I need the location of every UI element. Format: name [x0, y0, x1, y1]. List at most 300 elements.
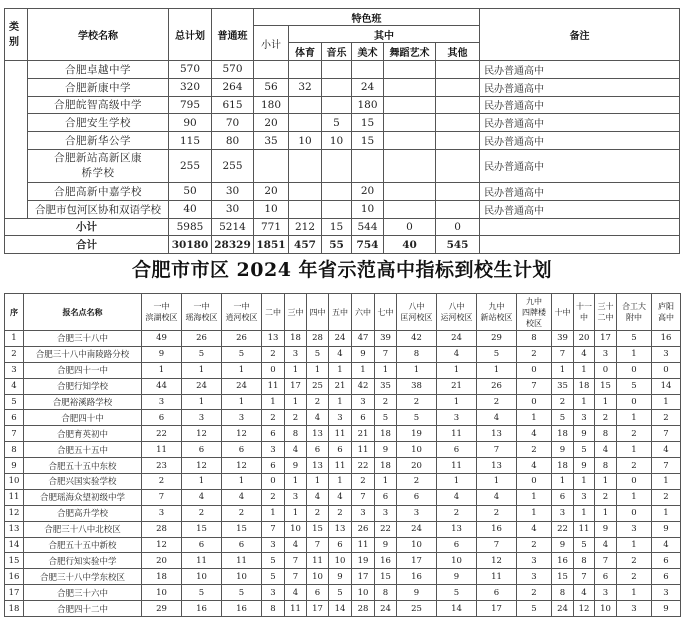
quota-cell: 11 — [182, 553, 222, 569]
quota-cell: 9 — [285, 458, 307, 474]
quota-cell: 2 — [617, 569, 652, 585]
quota-cell: 6 — [652, 553, 681, 569]
header-col-4: 一中 逍河校区 — [222, 294, 262, 331]
table-row — [5, 78, 680, 96]
art: 754 — [352, 236, 384, 254]
table-row — [5, 394, 681, 410]
total-plan: 255 — [169, 149, 212, 182]
pe: 32 — [289, 78, 322, 96]
row-index: 1 — [5, 331, 24, 347]
quota-cell: 4 — [329, 489, 352, 505]
table-row — [5, 505, 681, 521]
quota-cell: 5 — [222, 346, 262, 362]
row-index: 8 — [5, 442, 24, 458]
quota-cell: 3 — [329, 410, 352, 426]
quota-cell: 5 — [552, 410, 574, 426]
regular-class: 5214 — [212, 218, 254, 236]
quota-cell: 3 — [397, 505, 437, 521]
quota-cell: 1 — [222, 362, 262, 378]
quota-cell: 3 — [285, 489, 307, 505]
pe: 212 — [289, 218, 322, 236]
quota-cell: 1 — [329, 474, 352, 490]
quota-cell: 13 — [477, 458, 517, 474]
quota-cell: 21 — [329, 378, 352, 394]
quota-cell: 1 — [617, 410, 652, 426]
quota-cell: 7 — [595, 553, 617, 569]
quota-cell: 2 — [142, 474, 182, 490]
quota-cell: 0 — [517, 394, 552, 410]
quota-cell: 5 — [397, 410, 437, 426]
header-art: 美术 — [352, 43, 384, 61]
quota-cell: 0 — [517, 362, 552, 378]
music — [322, 61, 352, 79]
quota-cell: 13 — [307, 458, 329, 474]
quota-cell: 7 — [262, 521, 285, 537]
table-row — [5, 521, 681, 537]
quota-cell: 4 — [437, 346, 477, 362]
registration-site-name: 合肥兴国实验学校 — [24, 474, 142, 490]
quota-cell: 4 — [574, 346, 595, 362]
quota-cell: 35 — [375, 378, 397, 394]
header-pe: 体育 — [289, 43, 322, 61]
quota-cell: 8 — [375, 585, 397, 601]
table-row — [5, 114, 680, 132]
quota-cell: 9 — [352, 346, 375, 362]
school-name: 合肥新康中学 — [28, 78, 169, 96]
pe: 10 — [289, 132, 322, 150]
quota-cell: 12 — [477, 553, 517, 569]
quota-cell: 1 — [552, 474, 574, 490]
row-index: 4 — [5, 378, 24, 394]
dance-art: 40 — [384, 236, 436, 254]
registration-site-name: 合肥三十八中北校区 — [24, 521, 142, 537]
quota-cell: 1 — [652, 474, 681, 490]
header-col-17: 三十 二中 — [595, 294, 617, 331]
quota-cell: 1 — [517, 505, 552, 521]
quota-cell: 10 — [285, 521, 307, 537]
quota-cell: 42 — [352, 378, 375, 394]
quota-cell: 5 — [262, 569, 285, 585]
quota-cell: 1 — [329, 362, 352, 378]
remark: 民办普通高中 — [480, 114, 680, 132]
quota-cell: 11 — [262, 378, 285, 394]
quota-cell: 7 — [285, 569, 307, 585]
quota-cell: 1 — [652, 505, 681, 521]
quota-cell: 9 — [552, 442, 574, 458]
quota-cell: 12 — [574, 601, 595, 617]
total-plan: 795 — [169, 96, 212, 114]
quota-cell: 22 — [352, 458, 375, 474]
music — [322, 182, 352, 200]
quota-cell: 1 — [617, 346, 652, 362]
quota-cell: 16 — [652, 331, 681, 347]
row-index: 5 — [5, 394, 24, 410]
remark: 民办普通高中 — [480, 182, 680, 200]
school-name: 合肥新站高新区康桥学校 — [28, 149, 169, 182]
music — [322, 78, 352, 96]
quota-cell: 1 — [437, 394, 477, 410]
school-name: 合肥皖智高级中学 — [28, 96, 169, 114]
header-dance-art: 舞蹈艺术 — [384, 43, 436, 61]
quota-cell: 11 — [329, 426, 352, 442]
quota-cell: 6 — [307, 585, 329, 601]
row-index: 9 — [5, 458, 24, 474]
quota-cell: 15 — [307, 521, 329, 537]
quota-cell: 8 — [285, 426, 307, 442]
quota-cell: 7 — [477, 442, 517, 458]
quota-cell: 26 — [352, 521, 375, 537]
quota-cell: 26 — [477, 378, 517, 394]
quota-cell: 5 — [182, 585, 222, 601]
quota-cell: 2 — [517, 346, 552, 362]
quota-cell: 1 — [595, 394, 617, 410]
quota-cell: 1 — [477, 474, 517, 490]
other — [436, 182, 480, 200]
quota-cell: 1 — [437, 362, 477, 378]
header-total-plan: 总计划 — [169, 9, 212, 61]
table-row — [5, 331, 681, 347]
quota-cell: 7 — [375, 346, 397, 362]
quota-cell: 1 — [574, 394, 595, 410]
quota-cell: 10 — [329, 553, 352, 569]
quota-cell: 4 — [477, 410, 517, 426]
quota-cell: 2 — [477, 394, 517, 410]
quota-cell: 20 — [397, 458, 437, 474]
document-title: 合肥市市区 2024 年省示范高中指标到校生计划 — [131, 259, 553, 281]
quota-cell: 4 — [517, 458, 552, 474]
registration-site-name: 合肥裕溪路学校 — [24, 394, 142, 410]
art — [352, 61, 384, 79]
quota-cell: 1 — [574, 474, 595, 490]
quota-cell: 8 — [595, 426, 617, 442]
registration-site-name: 合肥三十八中学东校区 — [24, 569, 142, 585]
quota-cell: 9 — [552, 537, 574, 553]
quota-cell: 1 — [285, 394, 307, 410]
header-col-6: 三中 — [285, 294, 307, 331]
quota-cell: 6 — [352, 410, 375, 426]
quota-cell: 16 — [552, 553, 574, 569]
quota-cell: 2 — [222, 505, 262, 521]
school-name: 合肥卓越中学 — [28, 61, 169, 79]
quota-cell: 17 — [397, 553, 437, 569]
art: 10 — [352, 200, 384, 218]
table-row — [5, 132, 680, 150]
quota-cell: 4 — [285, 442, 307, 458]
quota-cell: 13 — [437, 521, 477, 537]
quota-cell: 11 — [437, 458, 477, 474]
quota-cell: 17 — [352, 569, 375, 585]
subtotal: 771 — [254, 218, 289, 236]
total-plan: 50 — [169, 182, 212, 200]
other: 545 — [436, 236, 480, 254]
header-col-8: 五中 — [329, 294, 352, 331]
quota-cell: 1 — [222, 394, 262, 410]
header-col-3: 一中 瑶海校区 — [182, 294, 222, 331]
quota-cell: 6 — [182, 537, 222, 553]
table-row — [5, 200, 680, 218]
quota-cell: 4 — [595, 442, 617, 458]
quota-cell: 1 — [477, 362, 517, 378]
quota-cell: 29 — [477, 331, 517, 347]
total-plan: 570 — [169, 61, 212, 79]
total-plan: 5985 — [169, 218, 212, 236]
art: 15 — [352, 114, 384, 132]
school-name: 合肥市包河区协和双语学校 — [28, 200, 169, 218]
quota-cell: 2 — [375, 394, 397, 410]
quota-cell: 21 — [437, 378, 477, 394]
quota-cell: 4 — [437, 489, 477, 505]
subtotal — [254, 61, 289, 79]
quota-cell: 2 — [617, 553, 652, 569]
quota-cell: 1 — [595, 474, 617, 490]
table-row — [5, 601, 681, 617]
quota-cell: 9 — [595, 521, 617, 537]
quota-cell: 1 — [375, 474, 397, 490]
quota-cell: 24 — [222, 378, 262, 394]
quota-cell: 35 — [552, 378, 574, 394]
remark: 民办普通高中 — [480, 149, 680, 182]
art: 24 — [352, 78, 384, 96]
quota-cell: 12 — [182, 426, 222, 442]
header-col-7: 四中 — [307, 294, 329, 331]
quota-cell: 3 — [617, 601, 652, 617]
quota-cell: 9 — [142, 346, 182, 362]
art — [352, 149, 384, 182]
quota-cell: 12 — [182, 458, 222, 474]
quota-cell: 11 — [437, 426, 477, 442]
quota-cell: 11 — [222, 553, 262, 569]
quota-cell: 5 — [375, 410, 397, 426]
quota-cell: 1 — [142, 362, 182, 378]
art: 20 — [352, 182, 384, 200]
regular-class: 255 — [212, 149, 254, 182]
quota-cell: 11 — [574, 521, 595, 537]
table-row — [5, 553, 681, 569]
quota-cell: 6 — [329, 442, 352, 458]
quota-cell: 4 — [285, 585, 307, 601]
quota-cell: 17 — [307, 601, 329, 617]
quota-allocation-table — [4, 293, 681, 617]
quota-cell: 8 — [552, 585, 574, 601]
quota-cell: 15 — [222, 521, 262, 537]
quota-cell: 2 — [652, 489, 681, 505]
quota-cell: 5 — [574, 537, 595, 553]
quota-cell: 6 — [552, 489, 574, 505]
quota-cell: 10 — [437, 553, 477, 569]
row-index: 14 — [5, 537, 24, 553]
quota-cell: 10 — [352, 585, 375, 601]
quota-cell: 6 — [595, 569, 617, 585]
other — [436, 200, 480, 218]
quota-cell: 2 — [262, 489, 285, 505]
quota-cell: 1 — [652, 394, 681, 410]
total-plan: 320 — [169, 78, 212, 96]
quota-cell: 18 — [285, 331, 307, 347]
quota-cell: 1 — [182, 362, 222, 378]
header-col-14: 九中 四牌楼 校区 — [517, 294, 552, 331]
header-col-0: 序 — [5, 294, 24, 331]
remark: 民办普通高中 — [480, 132, 680, 150]
quota-cell: 25 — [397, 601, 437, 617]
subtotal-row — [5, 218, 680, 236]
subtotal: 20 — [254, 114, 289, 132]
quota-cell: 3 — [375, 505, 397, 521]
regular-class: 264 — [212, 78, 254, 96]
quota-cell: 6 — [329, 537, 352, 553]
quota-cell: 1 — [329, 394, 352, 410]
quota-cell: 3 — [262, 537, 285, 553]
quota-cell: 7 — [477, 537, 517, 553]
quota-cell: 4 — [285, 537, 307, 553]
quota-cell: 3 — [574, 410, 595, 426]
quota-cell: 4 — [517, 426, 552, 442]
quota-cell: 7 — [652, 458, 681, 474]
dance-art — [384, 132, 436, 150]
quota-cell: 4 — [222, 489, 262, 505]
quota-cell: 7 — [352, 489, 375, 505]
quota-cell: 2 — [517, 537, 552, 553]
quota-cell: 1 — [285, 362, 307, 378]
table-row — [5, 569, 681, 585]
row-index: 11 — [5, 489, 24, 505]
quota-cell: 6 — [182, 442, 222, 458]
quota-cell: 2 — [617, 458, 652, 474]
quota-cell: 10 — [222, 569, 262, 585]
quota-cell: 2 — [437, 505, 477, 521]
other — [436, 61, 480, 79]
quota-cell: 4 — [652, 537, 681, 553]
registration-site-name: 合肥三十六中 — [24, 585, 142, 601]
quota-cell: 24 — [397, 521, 437, 537]
quota-cell: 28 — [142, 521, 182, 537]
quota-cell: 13 — [307, 426, 329, 442]
pe — [289, 182, 322, 200]
art: 15 — [352, 132, 384, 150]
row-index: 3 — [5, 362, 24, 378]
quota-cell: 2 — [262, 410, 285, 426]
quota-cell: 9 — [375, 442, 397, 458]
table-row — [5, 61, 680, 79]
quota-cell: 5 — [437, 585, 477, 601]
quota-cell: 26 — [182, 331, 222, 347]
quota-cell: 3 — [142, 394, 182, 410]
dance-art — [384, 149, 436, 182]
quota-cell: 4 — [307, 410, 329, 426]
table-row — [5, 96, 680, 114]
quota-cell: 1 — [617, 585, 652, 601]
quota-cell: 1 — [285, 474, 307, 490]
quota-cell: 1 — [262, 505, 285, 521]
quota-cell: 10 — [595, 601, 617, 617]
quota-cell: 6 — [477, 585, 517, 601]
quota-cell: 1 — [574, 505, 595, 521]
quota-cell: 15 — [595, 378, 617, 394]
music: 55 — [322, 236, 352, 254]
registration-site-name: 合肥五十五中东校 — [24, 458, 142, 474]
table-row — [5, 182, 680, 200]
quota-cell: 10 — [307, 569, 329, 585]
quota-cell: 24 — [329, 331, 352, 347]
quota-cell: 5 — [262, 553, 285, 569]
quota-cell: 18 — [142, 569, 182, 585]
quota-cell: 1 — [617, 537, 652, 553]
quota-cell: 1 — [182, 474, 222, 490]
quota-cell: 9 — [397, 585, 437, 601]
row-index: 17 — [5, 585, 24, 601]
total-row — [5, 236, 680, 254]
quota-cell: 2 — [307, 505, 329, 521]
quota-cell: 8 — [262, 601, 285, 617]
school-name: 合肥安生学校 — [28, 114, 169, 132]
subtotal: 180 — [254, 96, 289, 114]
quota-cell: 22 — [142, 426, 182, 442]
dance-art — [384, 182, 436, 200]
header-subtotal: 小计 — [254, 26, 289, 61]
quota-cell: 3 — [182, 410, 222, 426]
header-col-13: 九中 新站校区 — [477, 294, 517, 331]
quota-cell: 1 — [617, 489, 652, 505]
other — [436, 96, 480, 114]
quota-cell: 4 — [182, 489, 222, 505]
header-music: 音乐 — [322, 43, 352, 61]
total-plan: 115 — [169, 132, 212, 150]
quota-cell: 8 — [574, 553, 595, 569]
quota-cell: 17 — [285, 378, 307, 394]
table-row — [5, 362, 681, 378]
quota-cell: 12 — [222, 458, 262, 474]
quota-cell: 24 — [552, 601, 574, 617]
quota-cell: 19 — [397, 426, 437, 442]
table-row — [5, 458, 681, 474]
quota-cell: 0 — [262, 474, 285, 490]
header-school-name: 学校名称 — [28, 9, 169, 61]
dance-art: 0 — [384, 218, 436, 236]
quota-cell: 22 — [552, 521, 574, 537]
quota-cell: 7 — [574, 569, 595, 585]
remark: 民办普通高中 — [480, 78, 680, 96]
quota-cell: 3 — [552, 505, 574, 521]
quota-cell: 3 — [595, 585, 617, 601]
quota-cell: 9 — [375, 537, 397, 553]
quota-cell: 1 — [517, 410, 552, 426]
quota-cell: 15 — [375, 569, 397, 585]
quota-cell: 2 — [477, 505, 517, 521]
quota-cell: 0 — [617, 362, 652, 378]
quota-cell: 9 — [574, 458, 595, 474]
registration-site-name: 合肥高升学校 — [24, 505, 142, 521]
regular-class: 615 — [212, 96, 254, 114]
registration-site-name: 合肥育英初中 — [24, 426, 142, 442]
table-row — [5, 378, 681, 394]
row-index: 2 — [5, 346, 24, 362]
regular-class: 70 — [212, 114, 254, 132]
dance-art — [384, 78, 436, 96]
quota-cell: 6 — [437, 537, 477, 553]
total-plan: 40 — [169, 200, 212, 218]
quota-cell: 4 — [307, 489, 329, 505]
quota-cell: 10 — [142, 585, 182, 601]
quota-cell: 5 — [222, 585, 262, 601]
subtotal: 35 — [254, 132, 289, 150]
other — [436, 114, 480, 132]
subtotal: 56 — [254, 78, 289, 96]
quota-cell: 16 — [222, 601, 262, 617]
quota-cell: 3 — [352, 505, 375, 521]
quota-cell: 28 — [352, 601, 375, 617]
quota-cell: 18 — [375, 458, 397, 474]
quota-cell: 16 — [182, 601, 222, 617]
other — [436, 149, 480, 182]
